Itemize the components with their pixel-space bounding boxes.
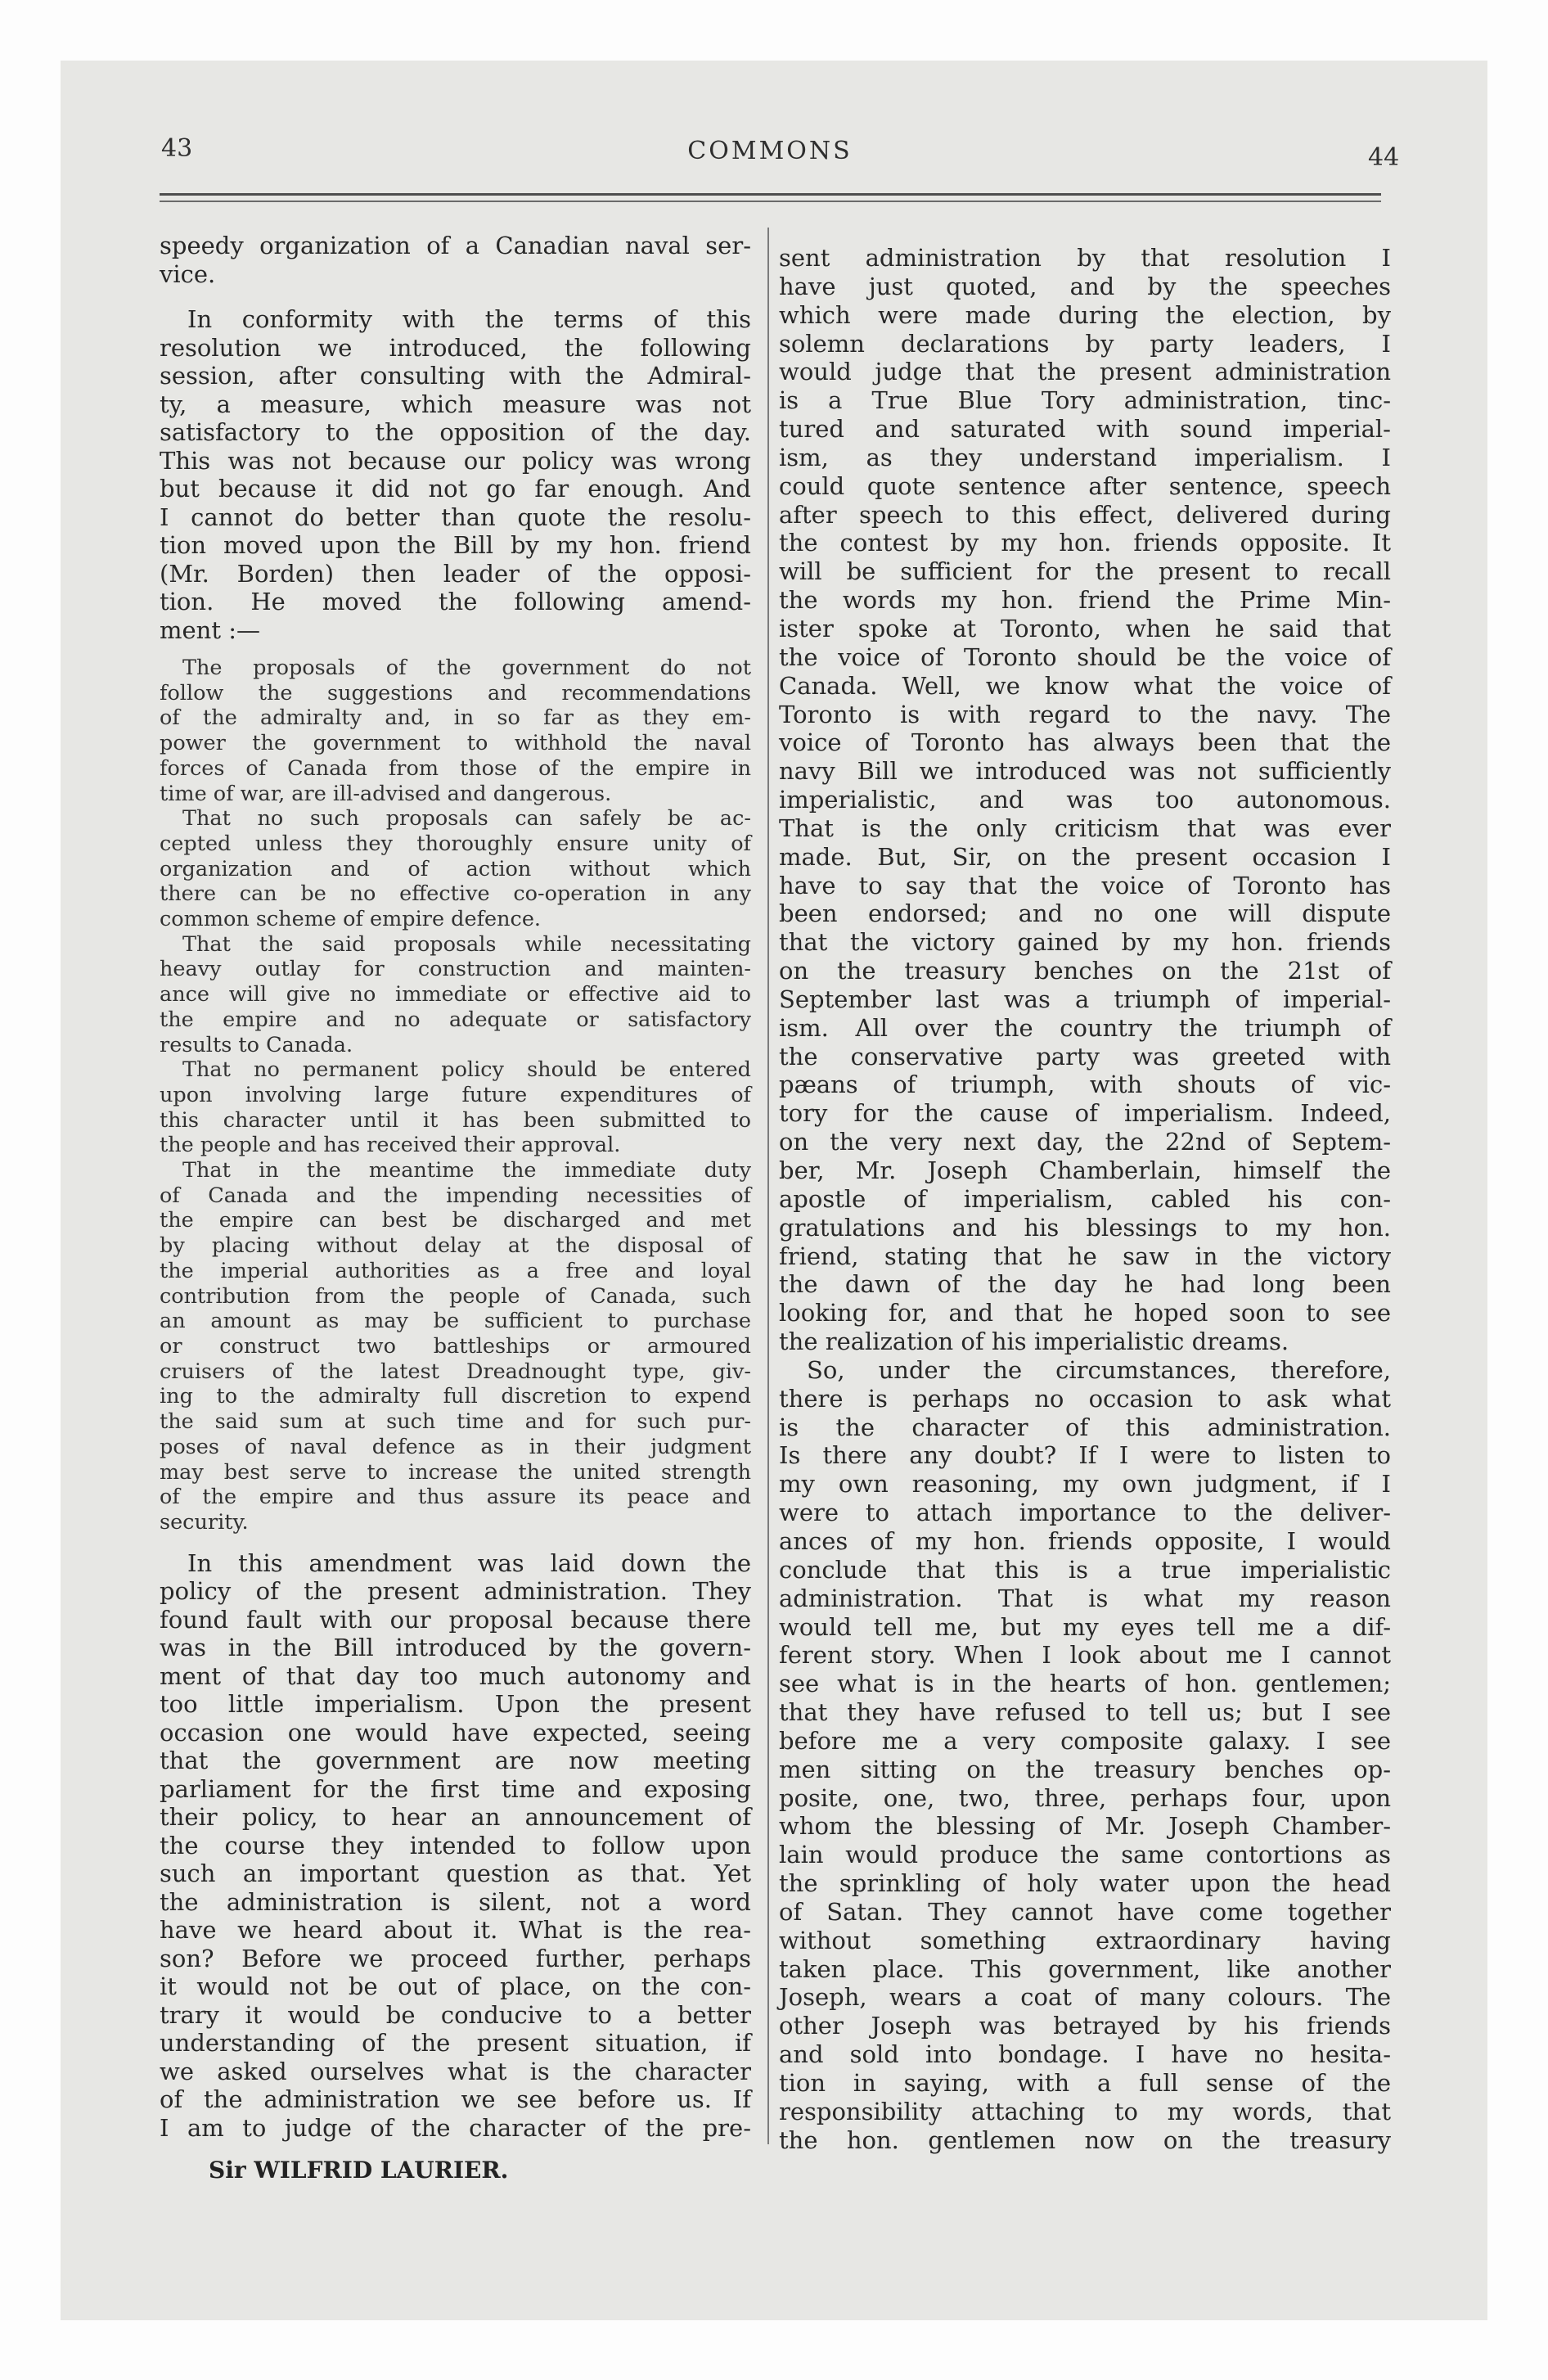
text-line: The proposals of the government do not [182,656,751,680]
text-line: the dawn of the day he had long been [779,1270,1391,1299]
text-line: the conservative party was greeted with [779,1042,1391,1071]
text-line: that they have refused to tell us; but I see [779,1698,1391,1727]
text-line: ment of that day too much autonomy and [160,1661,751,1690]
text-line: and sold into bondage. I have no hesita- [779,2040,1391,2069]
text-line: security. [160,1509,249,1535]
text-line: of Satan. They cannot have come together [779,1897,1391,1926]
text-line: I am to judge of the character of the pre- [160,2113,751,2142]
text-line: son? Before we proceed further, perhaps [160,1944,751,1972]
text-line: So, under the circumstances, therefore, [807,1355,1391,1384]
text-line: voice of Toronto has always been that the [779,728,1391,757]
text-line: This was not because our policy was wrong [160,446,751,475]
speaker-name: Sir WILFRID LAURIER. [209,2157,509,2184]
text-line: (Mr. Borden) then leader of the opposi- [160,559,751,588]
text-line: after speech to this effect, delivered during [779,500,1391,529]
text-line: ber, Mr. Joseph Chamberlain, himself the [779,1156,1391,1184]
text-line: have just quoted, and by the speeches [779,272,1391,300]
speech-text [160,232,751,644]
text-line: my own reasoning, my own judgment, if I [779,1470,1391,1499]
text-line: tion. He moved the following amend- [160,588,751,615]
text-line: That no such proposals can safely be ac- [182,806,751,832]
text-line: other Joseph was betrayed by his friends [779,2012,1391,2040]
text-line: would judge that the present administration [779,358,1391,386]
text-line: taken place. This government, like another [779,1954,1391,1983]
text-line: looking for, and that he hoped soon to see [779,1299,1391,1327]
text-line: ism. All over the country the triumph of [779,1013,1391,1042]
text-line: by placing without delay at the disposal of [160,1233,751,1259]
text-line: whom the blessing of Mr. Joseph Chamber- [779,1812,1391,1841]
text-line: trary it would be conducive to a better [160,2000,751,2029]
text-line: was in the Bill introduced by the govern- [160,1634,751,1662]
text-line: time of war, are ill-advised and dangerous. [160,781,612,806]
text-line: occasion one would have expected, seeing [160,1718,751,1747]
text-line: apostle of imperialism, cabled his con- [779,1184,1391,1213]
text-line: speedy organization of a Canadian naval ser- [160,232,751,259]
text-line: solemn declarations by party leaders, I [779,329,1391,358]
paragraph [160,232,751,288]
text-line: ing to the admiralty full discretion to expend [160,1384,751,1409]
text-line: ism, as they understand imperialism. I [779,443,1391,471]
text-line: were to attach importance to the deliver- [779,1499,1391,1527]
text-line: posite, one, two, three, perhaps four, upon [779,1783,1391,1812]
text-line: satisfactory to the opposition of the day. [160,418,751,446]
text-line: ances of my hon. friends opposite, I would [779,1526,1391,1555]
text-line: on the treasury benches on the 21st of [779,957,1391,985]
text-line: That no permanent policy should be entered [182,1057,751,1083]
text-line: we asked ourselves what is the character [160,2057,751,2085]
text-line: on the very next day, the 22nd of Septem- [779,1128,1391,1156]
text-line: the imperial authorities as a free and loyal [160,1258,751,1283]
text-line: cruisers of the latest Dreadnought type, giv- [160,1359,751,1384]
text-line: been endorsed; and no one will dispute [779,899,1391,928]
text-line: too little imperialism. Upon the present [160,1690,751,1719]
text-line: ister spoke at Toronto, when he said that [779,614,1391,642]
text-line: administration. That is what my reason [779,1584,1391,1612]
text-line: ferent story. When I look about me I cannot [779,1641,1391,1670]
text-line: Joseph, wears a coat of many colours. The [779,1983,1391,2012]
text-line: Toronto is with regard to the navy. The [779,700,1391,728]
text-line: of the administration we see before us. If [160,2085,751,2114]
text-line: such an important question as that. Yet [160,1859,751,1888]
text-line: will be sufficient for the present to recall [779,557,1391,586]
text-line: but because it did not go far enough. And [160,475,751,503]
text-line: I cannot do better than quote the resolu- [160,503,751,531]
text-line: that the victory gained by my hon. friends [779,928,1391,957]
text-line: men sitting on the treasury benches op- [779,1755,1391,1783]
text-line: the empire and no adequate or satisfactory [160,1007,751,1032]
column-divider [767,228,769,2144]
text-line: the hon. gentlemen now on the treasury [779,2125,1391,2154]
text-line: that the government are now meeting [160,1747,751,1775]
text-line: heavy outlay for construction and mainten- [160,957,751,982]
speech-text [779,244,1391,2155]
text-line: have we heard about it. What is the rea- [160,1916,751,1945]
text-line: pæans of triumph, with shouts of vic- [779,1071,1391,1099]
paragraph [779,1356,1391,2155]
header-rule-thin [160,201,1381,202]
text-line: vice. [160,259,216,288]
text-line: the said sum at such time and for such pur- [160,1409,751,1435]
text-line: responsibility attaching to my words, that [779,2097,1391,2125]
text-line: tion in saying, with a full sense of the [779,2069,1391,2097]
page-number-left: 43 [161,134,193,163]
text-line: follow the suggestions and recommendations [160,680,751,705]
text-line: results to Canada. [160,1032,353,1057]
text-line: an amount as may be sufficient to purchase [160,1309,751,1334]
text-line: session, after consulting with the Admiral- [160,362,751,390]
text-line: lain would produce the same contortions as [779,1841,1391,1869]
text-line: of Canada and the impending necessities of [160,1183,751,1208]
text-line: the course they intended to follow upon [160,1831,751,1859]
text-line: organization and of action without which [160,856,751,881]
text-line: That the said proposals while necessitating [182,931,751,957]
paragraph [160,932,751,1058]
text-line: without something extraordinary having [779,1926,1391,1954]
text-line: the sprinkling of holy water upon the head [779,1869,1391,1898]
paragraph [779,244,1391,1356]
text-line: it would not be out of place, on the con- [160,1972,751,2001]
text-line: before me a very composite galaxy. I see [779,1726,1391,1755]
text-line: poses of naval defence as in their judgment [160,1434,751,1459]
text-line: could quote sentence after sentence, speech [779,471,1391,500]
paragraph [160,656,751,806]
text-line: understanding of the present situation, if [160,2029,751,2058]
text-line: upon involving large future expenditures of [160,1082,751,1107]
text-line: forces of Canada from those of the empire in [160,755,751,781]
text-line: their policy, to hear an announcement of [160,1803,751,1832]
text-line: this character until it has been submitted to [160,1107,751,1133]
text-line: the realization of his imperialistic dreams. [779,1327,1289,1356]
text-line: parliament for the first time and exposing [160,1774,751,1803]
text-line: resolution we introduced, the following [160,333,751,362]
text-line: or construct two battleships or armoured [160,1333,751,1359]
text-line: the people and has received their approval. [160,1133,621,1158]
paragraph [160,305,751,644]
text-line: there is perhaps no occasion to ask what [779,1384,1391,1413]
text-line: conclude that this is a true imperialistic [779,1555,1391,1584]
right-column [779,244,1391,2155]
text-line: navy Bill we introduced was not sufficiently [779,757,1391,786]
text-line: see what is in the hearts of hon. gentlemen; [779,1670,1391,1698]
text-line: the words my hon. friend the Prime Min- [779,586,1391,615]
header-rule-thick [160,193,1381,196]
page-number-right: 44 [1368,143,1400,172]
text-line: imperialistic, and was too autonomous. [779,786,1391,814]
text-line: found fault with our proposal because there [160,1605,751,1634]
text-line: friend, stating that he saw in the victory [779,1242,1391,1270]
amendment-quotation [160,656,751,1535]
text-line: would tell me, but my eyes tell me a dif- [779,1612,1391,1641]
text-line: tory for the cause of imperialism. Indeed, [779,1099,1391,1128]
text-line: may best serve to increase the united strength [160,1459,751,1485]
text-line: the contest by my hon. friends opposite. It [779,529,1391,557]
speech-text [160,1549,751,2143]
paragraph [160,806,751,932]
running-head: COMMONS [687,137,853,165]
text-line: ty, a measure, which measure was not [160,390,751,418]
text-line: sent administration by that resolution I [779,244,1391,272]
text-line: ment :— [160,615,260,644]
text-line: the voice of Toronto should be the voice of [779,642,1391,671]
text-line: of the admiralty and, in so far as they em- [160,705,751,731]
text-line: gratulations and his blessings to my hon. [779,1213,1391,1242]
text-line: have to say that the voice of Toronto has [779,871,1391,899]
text-line: is a True Blue Tory administration, tinc- [779,386,1391,415]
text-line: cepted unless they thoroughly ensure unity of [160,831,751,856]
text-line: September last was a triumph of imperial- [779,985,1391,1013]
text-line: That in the meantime the immediate duty [182,1158,751,1183]
text-line: contribution from the people of Canada, such [160,1283,751,1309]
text-line: tured and saturated with sound imperial- [779,415,1391,444]
text-line: Is there any doubt? If I were to listen to [779,1441,1391,1470]
text-line: made. But, Sir, on the present occasion I [779,842,1391,871]
text-line: of the empire and thus assure its peace and [160,1485,751,1510]
text-line: In conformity with the terms of this [187,305,751,333]
text-line: the administration is silent, not a word [160,1887,751,1916]
text-line: power the government to withhold the naval [160,731,751,756]
text-line: there can be no effective co-operation in any [160,881,751,907]
paragraph [160,1057,751,1158]
paragraph [160,1549,751,2143]
text-line: That is the only criticism that was ever [779,814,1391,842]
left-column [160,232,751,2142]
text-line: Canada. Well, we know what the voice of [779,671,1391,700]
text-line: is the character of this administration. [779,1413,1391,1441]
text-line: In this amendment was laid down the [187,1548,751,1577]
paragraph [160,1158,751,1535]
text-line: which were made during the election, by [779,300,1391,329]
text-line: tion moved upon the Bill by my hon. friend [160,531,751,559]
text-line: the empire can best be discharged and met [160,1208,751,1233]
text-line: ance will give no immediate or effective aid to [160,982,751,1007]
text-line: common scheme of empire defence. [160,907,542,932]
text-line: policy of the present administration. They [160,1577,751,1606]
